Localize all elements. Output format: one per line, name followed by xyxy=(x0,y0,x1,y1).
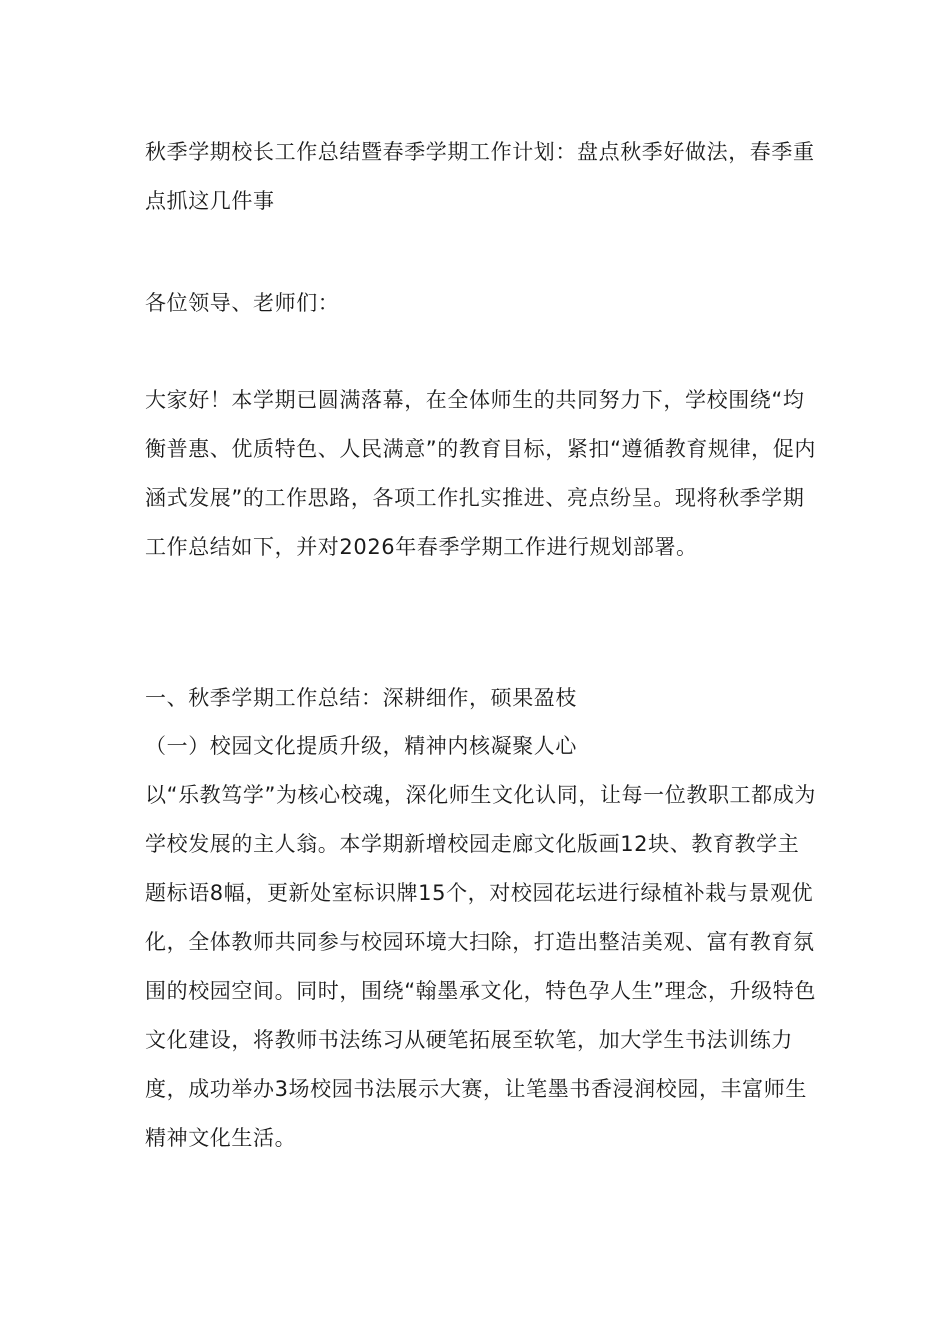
body-paragraph: 以“乐教笃学”为核心校魂，深化师生文化认同，让每一位教职工都成为学校发展的主人翁。本学期新增校园走廊文化版画12块、教育教学主题标语8幅，更新处室标识牌15个，对校园花坛进行绿植补栽与景观优化，全体教师共同参与校园环境大扫除，打造出整洁美观、富有教育氛围的校园空间。同时，围绕“翰墨承文化，特色孕人生”理念，升级特色文化建设，将教师书法练习从硬笔拓展至软笔，加大学生书法训练力度，成功举办3场校园书法展示大赛，让笔墨书香浸润校园，丰富师生精神文化生活。 xyxy=(145,783,816,1150)
greeting-line: 各位领导、老师们： xyxy=(145,291,340,315)
section-heading: 一、秋季学期工作总结：深耕细作，硕果盈枝 xyxy=(145,686,577,710)
subsection-heading: （一）校园文化提质升级，精神内核凝聚人心 xyxy=(145,734,577,758)
document-title: 秋季学期校长工作总结暨春季学期工作计划：盘点秋季好做法，春季重点抓这几件事 xyxy=(145,140,815,213)
intro-paragraph: 大家好！本学期已圆满落幕，在全体师生的共同努力下，学校围绕“均衡普惠、优质特色、人民满意”的教育目标，紧扣“遵循教育规律，促内涵式发展”的工作思路，各项工作扎实推进、亮点纷呈。现将秋季学期工作总结如下，并对2026年春季学期工作进行规划部署。 xyxy=(145,388,816,559)
